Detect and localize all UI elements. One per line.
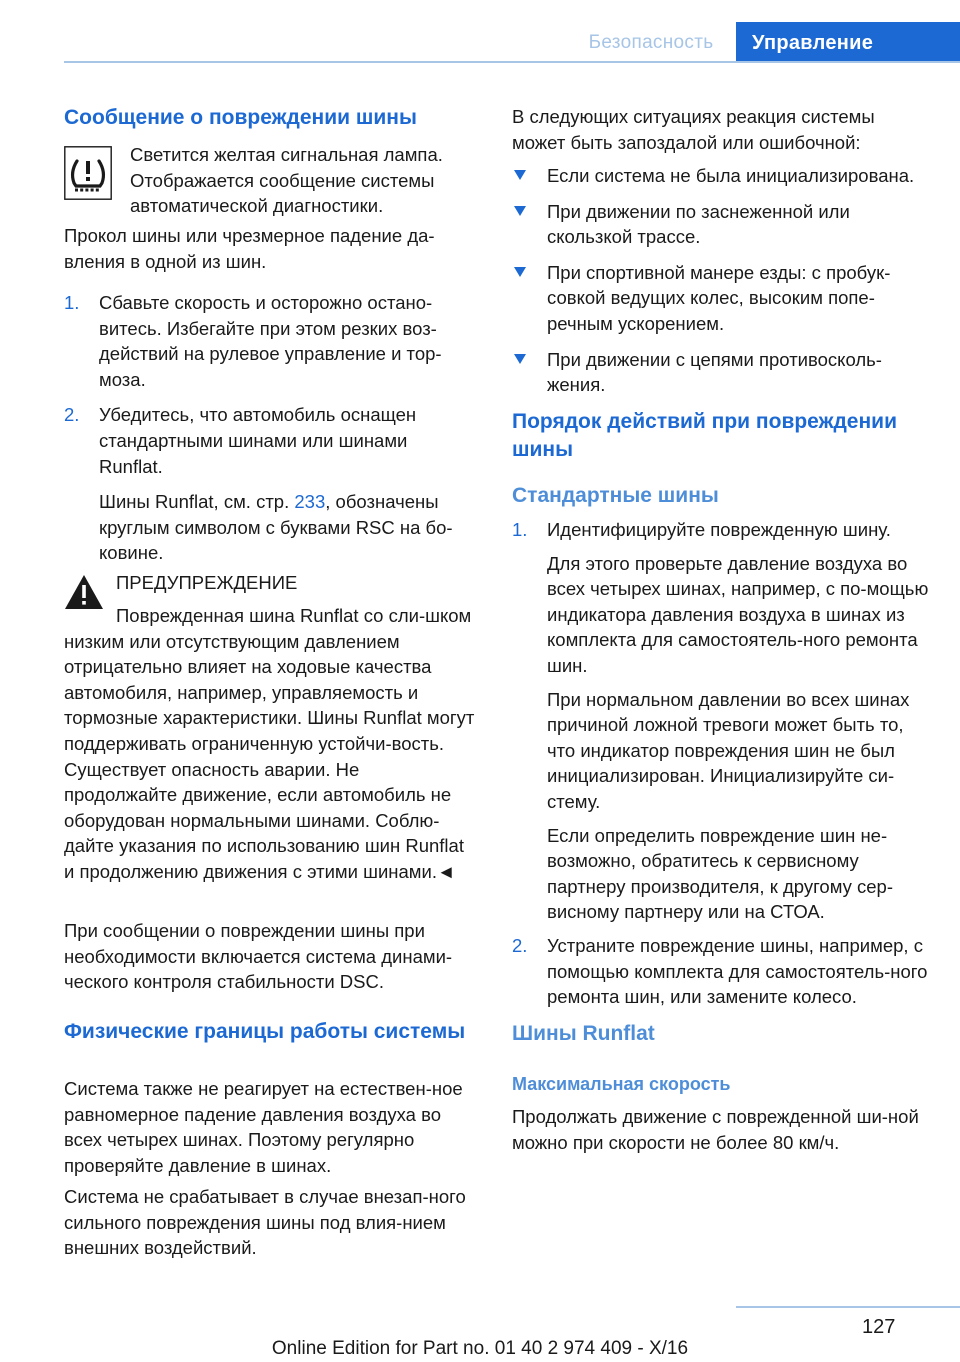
list-item: 1. Сбавьте скорость и осторожно остано-витесь. Избегайте при этом резких воз-действий на рулевое управление и тор-моза.	[64, 292, 442, 390]
bullet-triangle-icon	[514, 267, 526, 277]
bullet-triangle-icon	[514, 354, 526, 364]
list-item	[64, 489, 476, 566]
list-item: При движении по заснеженной или скользкой трассе.	[512, 199, 930, 250]
bullet-triangle-icon	[514, 206, 526, 216]
heading-procedure: Порядок действий при повреждении шины	[512, 410, 897, 461]
list-item: При спортивной манере езды: с пробук-совкой ведущих колес, высоким попе-речным ускорением.	[512, 260, 930, 337]
warning-lamp-text: Светится желтая сигнальная лампа. Отображается сообщение системы автоматической диагностики.	[130, 144, 443, 217]
page-link[interactable]: 233	[294, 491, 326, 513]
situations-intro: В следующих ситуациях реакция системы может быть запоздалой или ошибочной:	[512, 106, 875, 153]
situations-list	[512, 163, 930, 398]
list-item: 2. Убедитесь, что автомобиль оснащен стандартными шинами или шинами Runflat.	[64, 404, 417, 477]
standard-steps-list	[512, 517, 930, 1010]
heading-max-speed: Максимальная скорость	[512, 1074, 731, 1094]
max-speed-text: Продолжать движение с поврежденной ши-ной можно при скорости не более 80 км/ч.	[512, 1106, 919, 1153]
list-item: 2. Устраните повреждение шины, например, с помощью комплекта для самостоятель-ного ремонта шин, или замените колесо.	[512, 934, 928, 1008]
limits-paragraph-2: Система не срабатывает в случае внезап-ного сильного повреждения шины под влия-нием внешних воздействий.	[64, 1186, 466, 1259]
puncture-text: Прокол шины или чрезмерное падение да-вления в одной из шин.	[64, 225, 435, 272]
heading-runflat-tires: Шины Runflat	[512, 1022, 655, 1045]
heading-standard-tires: Стандартные шины	[512, 484, 719, 507]
warning-text: Поврежденная шина Runflat со сли-шком низким или отсутствующим давлением отрицательно влияет на ходовые качества автомобиля, например, управляемость и тормозные характеристики. Шины Runflat могут поддерживать ограниченную устойчи-вость. Существует опасность аварии. Не продолжайте движение, если автомобиль не оборудован нормальными шинами. Соблю-дайте указания по использованию шин Runflat и продолжению движения с этими шинами.◄	[64, 605, 475, 882]
limits-paragraph-1: Система также не реагирует на естествен-ное равномерное падение давления воздуха во всех четырех шинах. Поэтому регулярно проверяйте давление в шинах.	[64, 1078, 463, 1176]
warning-title: ПРЕДУПРЕЖДЕНИЕ	[116, 572, 298, 593]
tab-safety[interactable]: Безопасность	[588, 32, 714, 53]
steps-list	[64, 290, 476, 566]
page-number: 127	[862, 1316, 896, 1338]
list-item: При нормальном давлении во всех шинах причиной ложной тревоги может быть то, что индикатор повреждения шин не был инициализирован. Инициализируйте си-стему.	[547, 688, 910, 812]
list-item: При движении с цепями противосколь-жения.	[512, 347, 930, 398]
dsc-text: При сообщении о повреждении шины при необходимости включается система динами-ческого контроля стабильности DSC.	[64, 920, 453, 993]
tab-controls[interactable]: Управление	[736, 22, 960, 62]
bullet-triangle-icon	[514, 170, 526, 180]
online-edition-note: Online Edition for Part no. 01 40 2 974 409 - X/16	[271, 1338, 689, 1359]
footer-divider	[736, 1306, 960, 1308]
runflat-reference: Шины Runflat, см. стр. 233, обозначены круглым символом с буквами RSC на бо-ковине.	[99, 491, 453, 564]
list-item: Если определить повреждение шин не-возможно, обратитесь к сервисному партнеру производителя, к другому сер-висному партнеру или на СТОА.	[547, 824, 894, 923]
heading-tire-damage-message: Сообщение о повреждении шины	[64, 106, 417, 129]
page-header	[0, 0, 960, 62]
heading-physical-limits: Физические границы работы системы	[64, 1020, 466, 1043]
tire-warning-icon	[64, 146, 112, 200]
list-item: Если система не была инициализирована.	[512, 163, 930, 189]
list-item: 1. Идентифицируйте поврежденную шину.	[512, 519, 891, 540]
header-divider	[64, 61, 960, 63]
list-item: Для этого проверьте давление воздуха во всех четырех шинах, например, с по-мощью индикатора давления воздуха в шинах из комплекта для самостоятель-ного ремонта шин.	[547, 552, 929, 676]
